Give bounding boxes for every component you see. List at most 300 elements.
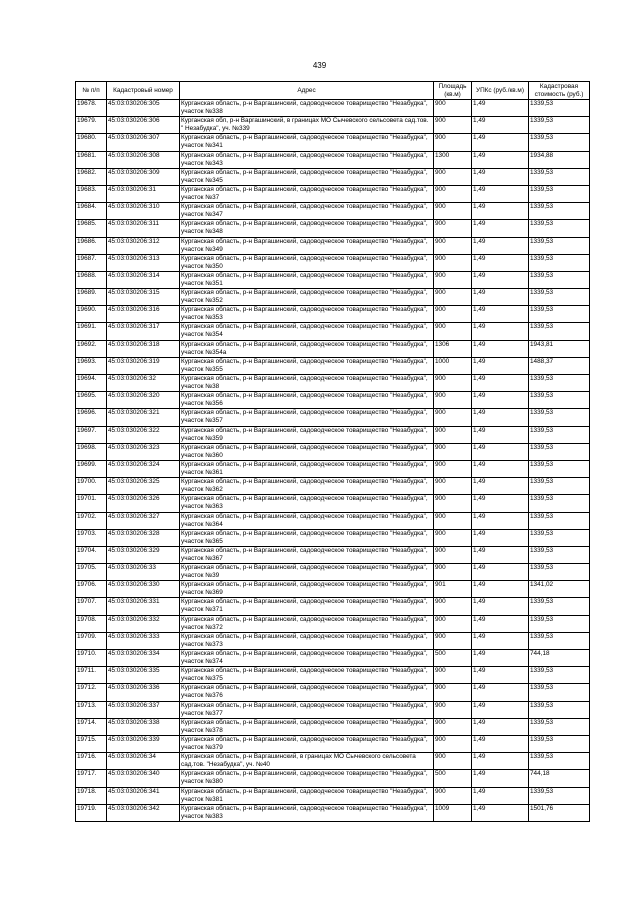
cell-area: 900 [434, 203, 472, 220]
cell-cadastral-number: 45:03:030206:316 [107, 306, 180, 323]
cell-row-number: 19678. [76, 100, 107, 117]
cell-address: Курганская область, р-н Варгашинский, садоводческое товарищество "Незабудка", участок №378 [180, 718, 434, 735]
cell-address: Курганская область, р-н Варгашинский, садоводческое товарищество "Незабудка", участок №354а [180, 340, 434, 357]
cell-address: Курганская область, р-н Варгашинский, садоводческое товарищество "Незабудка", участок №357 [180, 409, 434, 426]
table-row [76, 340, 590, 357]
cell-address: Курганская область, р-н Варгашинский, садоводческое товарищество "Незабудка", участок №363 [180, 495, 434, 512]
header-cadastral-value: Кадастровая стоимость (руб.) [529, 82, 590, 100]
table-row [76, 323, 590, 340]
cell-upks: 1,49 [472, 203, 529, 220]
table-row [76, 357, 590, 374]
cell-cadastral-value: 1339,53 [529, 185, 590, 202]
page-number: 439 [312, 61, 327, 70]
cell-cadastral-value: 1339,53 [529, 220, 590, 237]
cell-row-number: 19700. [76, 478, 107, 495]
cell-cadastral-value: 1339,53 [529, 684, 590, 701]
cell-upks: 1,49 [472, 598, 529, 615]
cell-row-number: 19711. [76, 667, 107, 684]
cell-upks: 1,49 [472, 632, 529, 649]
cell-upks: 1,49 [472, 357, 529, 374]
cell-area: 900 [434, 529, 472, 546]
cell-cadastral-number: 45:03:030206:32 [107, 375, 180, 392]
cell-area: 900 [434, 323, 472, 340]
cell-area: 900 [434, 460, 472, 477]
header-num: № п/п [76, 82, 107, 100]
cell-area: 900 [434, 598, 472, 615]
cell-cadastral-number: 45:03:030206:314 [107, 271, 180, 288]
table-row [76, 237, 590, 254]
cell-cadastral-value: 1339,53 [529, 392, 590, 409]
cell-cadastral-value: 1339,53 [529, 460, 590, 477]
cell-row-number: 19714. [76, 718, 107, 735]
table-row [76, 117, 590, 134]
cell-cadastral-value: 1339,53 [529, 323, 590, 340]
cell-cadastral-number: 45:03:030206:305 [107, 100, 180, 117]
table-body [76, 100, 590, 822]
cell-row-number: 19701. [76, 495, 107, 512]
header-upks: УПКс (руб./кв.м) [472, 82, 529, 100]
cell-upks: 1,49 [472, 581, 529, 598]
cell-area: 500 [434, 650, 472, 667]
cell-row-number: 19699. [76, 460, 107, 477]
cell-cadastral-number: 45:03:030206:313 [107, 254, 180, 271]
cell-cadastral-number: 45:03:030206:326 [107, 495, 180, 512]
cell-address: Курганская область, р-н Варгашинский, садоводческое товарищество "Незабудка", участок №353 [180, 306, 434, 323]
cell-row-number: 19710. [76, 650, 107, 667]
cell-area: 900 [434, 787, 472, 804]
cell-row-number: 19705. [76, 564, 107, 581]
cell-cadastral-value: 1339,53 [529, 598, 590, 615]
cell-address: Курганская область, р-н Варгашинский, садоводческое товарищество "Незабудка", участок №355 [180, 357, 434, 374]
cell-address: Курганская область, р-н Варгашинский, садоводческое товарищество "Незабудка", участок №360 [180, 443, 434, 460]
table-row [76, 443, 590, 460]
cell-cadastral-number: 45:03:030206:319 [107, 357, 180, 374]
table-row [76, 546, 590, 563]
cell-address: Курганская область, р-н Варгашинский, садоводческое товарищество "Незабудка", участок №348 [180, 220, 434, 237]
cell-upks: 1,49 [472, 667, 529, 684]
cell-cadastral-value: 1339,53 [529, 495, 590, 512]
table-row [76, 701, 590, 718]
cell-cadastral-value: 1339,53 [529, 546, 590, 563]
cell-address: Курганская область, р-н Варгашинский, садоводческое товарищество "Незабудка", участок №345 [180, 168, 434, 185]
table-row [76, 168, 590, 185]
cell-cadastral-value: 1339,53 [529, 375, 590, 392]
table-row [76, 375, 590, 392]
cell-cadastral-value: 1339,53 [529, 409, 590, 426]
cell-cadastral-value: 1934,88 [529, 151, 590, 168]
cell-cadastral-number: 45:03:030206:323 [107, 443, 180, 460]
cell-upks: 1,49 [472, 220, 529, 237]
cell-area: 1300 [434, 151, 472, 168]
table-row [76, 495, 590, 512]
cell-cadastral-value: 1339,53 [529, 632, 590, 649]
cell-cadastral-number: 45:03:030206:317 [107, 323, 180, 340]
table-row [76, 478, 590, 495]
cell-row-number: 19707. [76, 598, 107, 615]
cell-address: Курганская область, р-н Варгашинский, садоводческое товарищество "Незабудка", участок №352 [180, 289, 434, 306]
cell-area: 900 [434, 753, 472, 770]
cell-area: 900 [434, 546, 472, 563]
table-row [76, 718, 590, 735]
cell-row-number: 19709. [76, 632, 107, 649]
header-cadastral-number: Кадастровый номер [107, 82, 180, 100]
cell-cadastral-number: 45:03:030206:310 [107, 203, 180, 220]
cell-cadastral-number: 45:03:030206:306 [107, 117, 180, 134]
cell-cadastral-value: 1339,53 [529, 254, 590, 271]
cell-upks: 1,49 [472, 478, 529, 495]
cell-address: Курганская область, р-н Варгашинский, садоводческое товарищество "Незабудка", участок №349 [180, 237, 434, 254]
cell-upks: 1,49 [472, 168, 529, 185]
cell-upks: 1,49 [472, 340, 529, 357]
cell-cadastral-value: 1339,53 [529, 306, 590, 323]
cell-cadastral-number: 45:03:030206:311 [107, 220, 180, 237]
cell-upks: 1,49 [472, 495, 529, 512]
cell-cadastral-value: 1339,53 [529, 753, 590, 770]
cell-area: 900 [434, 306, 472, 323]
cell-upks: 1,49 [472, 512, 529, 529]
cell-cadastral-value: 1339,53 [529, 529, 590, 546]
table-row [76, 203, 590, 220]
cell-area: 900 [434, 254, 472, 271]
cell-cadastral-number: 45:03:030206:324 [107, 460, 180, 477]
cadastral-table [75, 81, 590, 822]
cell-area: 900 [434, 392, 472, 409]
table-row [76, 598, 590, 615]
cell-cadastral-number: 45:03:030206:336 [107, 684, 180, 701]
cell-upks: 1,49 [472, 787, 529, 804]
cell-address: Курганская область, р-н Варгашинский, садоводческое товарищество "Незабудка", участок №356 [180, 392, 434, 409]
cell-cadastral-number: 45:03:030206:327 [107, 512, 180, 529]
cell-area: 900 [434, 495, 472, 512]
cell-area: 900 [434, 564, 472, 581]
table-row [76, 289, 590, 306]
cell-address: Курганская область, р-н Варгашинский, садоводческое товарищество "Незабудка", участок №37 [180, 185, 434, 202]
cell-row-number: 19690. [76, 306, 107, 323]
cell-row-number: 19713. [76, 701, 107, 718]
table-row [76, 804, 590, 821]
cell-cadastral-number: 45:03:030206:315 [107, 289, 180, 306]
table-row [76, 787, 590, 804]
cell-address: Курганская область, р-н Варгашинский, садоводческое товарищество "Незабудка", участок №361 [180, 460, 434, 477]
cell-cadastral-value: 1339,53 [529, 426, 590, 443]
cell-row-number: 19682. [76, 168, 107, 185]
cell-row-number: 19708. [76, 615, 107, 632]
header-area: Площадь (кв.м) [434, 82, 472, 100]
cell-area: 500 [434, 770, 472, 787]
cell-row-number: 19716. [76, 753, 107, 770]
cell-area: 900 [434, 168, 472, 185]
cell-cadastral-value: 1339,53 [529, 203, 590, 220]
cell-upks: 1,49 [472, 323, 529, 340]
cell-cadastral-value: 1341,02 [529, 581, 590, 598]
cell-cadastral-value: 1339,53 [529, 289, 590, 306]
cell-cadastral-number: 45:03:030206:320 [107, 392, 180, 409]
table-row [76, 770, 590, 787]
cell-row-number: 19695. [76, 392, 107, 409]
cell-cadastral-value: 1339,53 [529, 787, 590, 804]
cell-cadastral-value: 1943,81 [529, 340, 590, 357]
cell-cadastral-number: 45:03:030206:329 [107, 546, 180, 563]
cell-upks: 1,49 [472, 770, 529, 787]
cell-upks: 1,49 [472, 134, 529, 151]
cell-area: 900 [434, 220, 472, 237]
cell-cadastral-value: 1339,53 [529, 718, 590, 735]
cell-cadastral-number: 45:03:030206:340 [107, 770, 180, 787]
cell-upks: 1,49 [472, 271, 529, 288]
cell-area: 900 [434, 443, 472, 460]
cell-row-number: 19715. [76, 735, 107, 752]
table-row [76, 306, 590, 323]
table-row [76, 392, 590, 409]
cell-cadastral-number: 45:03:030206:339 [107, 735, 180, 752]
cell-area: 900 [434, 684, 472, 701]
cell-upks: 1,49 [472, 718, 529, 735]
cell-address: Курганская область, р-н Варгашинский, садоводческое товарищество "Незабудка", участок №375 [180, 667, 434, 684]
cell-upks: 1,49 [472, 117, 529, 134]
cell-row-number: 19689. [76, 289, 107, 306]
cell-cadastral-value: 1339,53 [529, 615, 590, 632]
cell-upks: 1,49 [472, 237, 529, 254]
cell-area: 900 [434, 134, 472, 151]
cell-cadastral-number: 45:03:030206:31 [107, 185, 180, 202]
cell-area: 900 [434, 375, 472, 392]
cell-address: Курганская область, р-н Варгашинский, садоводческое товарищество "Незабудка", участок №371 [180, 598, 434, 615]
cell-cadastral-value: 1339,53 [529, 667, 590, 684]
cell-upks: 1,49 [472, 100, 529, 117]
cell-address: Курганская область, р-н Варгашинский, садоводческое товарищество "Незабудка", участок №347 [180, 203, 434, 220]
cell-area: 900 [434, 100, 472, 117]
cell-upks: 1,49 [472, 151, 529, 168]
table-row [76, 100, 590, 117]
cell-cadastral-number: 45:03:030206:308 [107, 151, 180, 168]
cell-area: 900 [434, 271, 472, 288]
cell-address: Курганская область, р-н Варгашинский, садоводческое товарищество "Незабудка", участок №350 [180, 254, 434, 271]
table-header-row [76, 82, 590, 100]
cell-upks: 1,49 [472, 753, 529, 770]
cell-row-number: 19702. [76, 512, 107, 529]
cell-address: Курганская область, р-н Варгашинский, садоводческое товарищество "Незабудка", участок №354 [180, 323, 434, 340]
cell-upks: 1,49 [472, 735, 529, 752]
cell-cadastral-number: 45:03:030206:341 [107, 787, 180, 804]
cell-area: 900 [434, 117, 472, 134]
table-row [76, 529, 590, 546]
cell-address: Курганская область, р-н Варгашинский, садоводческое товарищество "Незабудка", участок №383 [180, 804, 434, 821]
cell-cadastral-number: 45:03:030206:337 [107, 701, 180, 718]
cell-cadastral-value: 744,18 [529, 650, 590, 667]
cell-address: Курганская область, р-н Варгашинский, садоводческое товарищество "Незабудка", участок №374 [180, 650, 434, 667]
cell-cadastral-value: 1339,53 [529, 701, 590, 718]
cell-cadastral-value: 1339,53 [529, 443, 590, 460]
cell-cadastral-number: 45:03:030206:309 [107, 168, 180, 185]
cell-upks: 1,49 [472, 684, 529, 701]
cell-area: 901 [434, 581, 472, 598]
cell-row-number: 19692. [76, 340, 107, 357]
cell-cadastral-number: 45:03:030206:325 [107, 478, 180, 495]
cell-address: Курганская обл, р-н Варгашинский, в границах МО Сычевского сельсовета сад.тов. " Незабудка", уч. №339 [180, 117, 434, 134]
cell-address: Курганская область, р-н Варгашинский, садоводческое товарищество "Незабудка", участок №341 [180, 134, 434, 151]
cell-area: 900 [434, 478, 472, 495]
cell-cadastral-number: 45:03:030206:330 [107, 581, 180, 598]
table-row [76, 615, 590, 632]
table-row [76, 667, 590, 684]
cell-address: Курганская область, р-н Варгашинский, садоводческое товарищество "Незабудка", участок №381 [180, 787, 434, 804]
cell-address: Курганская область, р-н Варгашинский, в границах МО Сычевского сельсовета сад.тов. "Незабудка", уч. №40 [180, 753, 434, 770]
cell-row-number: 19718. [76, 787, 107, 804]
cell-area: 900 [434, 185, 472, 202]
cell-upks: 1,49 [472, 289, 529, 306]
cell-row-number: 19719. [76, 804, 107, 821]
cell-area: 1009 [434, 804, 472, 821]
cell-upks: 1,49 [472, 306, 529, 323]
table-row [76, 409, 590, 426]
cell-cadastral-number: 45:03:030206:34 [107, 753, 180, 770]
cell-cadastral-value: 1488,37 [529, 357, 590, 374]
cell-row-number: 19712. [76, 684, 107, 701]
cell-cadastral-number: 45:03:030206:318 [107, 340, 180, 357]
cell-address: Курганская область, р-н Варгашинский, садоводческое товарищество "Незабудка", участок №343 [180, 151, 434, 168]
cell-cadastral-value: 744,18 [529, 770, 590, 787]
cell-upks: 1,49 [472, 392, 529, 409]
cell-row-number: 19703. [76, 529, 107, 546]
cell-upks: 1,49 [472, 650, 529, 667]
cell-address: Курганская область, р-н Варгашинский, садоводческое товарищество "Незабудка", участок №364 [180, 512, 434, 529]
cell-cadastral-value: 1339,53 [529, 512, 590, 529]
cell-address: Курганская область, р-н Варгашинский, садоводческое товарищество "Незабудка", участок №351 [180, 271, 434, 288]
cell-address: Курганская область, р-н Варгашинский, садоводческое товарищество "Незабудка", участок №359 [180, 426, 434, 443]
cell-cadastral-value: 1339,53 [529, 237, 590, 254]
cell-upks: 1,49 [472, 460, 529, 477]
cell-cadastral-value: 1339,53 [529, 168, 590, 185]
cell-cadastral-value: 1339,53 [529, 100, 590, 117]
cell-row-number: 19688. [76, 271, 107, 288]
cell-area: 900 [434, 718, 472, 735]
cell-cadastral-number: 45:03:030206:342 [107, 804, 180, 821]
table-row [76, 512, 590, 529]
cell-area: 900 [434, 615, 472, 632]
cell-cadastral-value: 1339,53 [529, 564, 590, 581]
cell-upks: 1,49 [472, 564, 529, 581]
cell-upks: 1,49 [472, 529, 529, 546]
cell-upks: 1,49 [472, 701, 529, 718]
cell-area: 900 [434, 701, 472, 718]
cell-cadastral-number: 45:03:030206:334 [107, 650, 180, 667]
cell-cadastral-number: 45:03:030206:33 [107, 564, 180, 581]
table-row [76, 271, 590, 288]
cell-address: Курганская область, р-н Варгашинский, садоводческое товарищество "Незабудка", участок №373 [180, 632, 434, 649]
cell-row-number: 19704. [76, 546, 107, 563]
cell-upks: 1,49 [472, 546, 529, 563]
cell-area: 900 [434, 289, 472, 306]
cell-row-number: 19679. [76, 117, 107, 134]
cell-area: 900 [434, 512, 472, 529]
cell-address: Курганская область, р-н Варгашинский, садоводческое товарищество "Незабудка", участок №367 [180, 546, 434, 563]
cell-address: Курганская область, р-н Варгашинский, садоводческое товарищество "Незабудка", участок №379 [180, 735, 434, 752]
table-row [76, 650, 590, 667]
table-row [76, 220, 590, 237]
cell-address: Курганская область, р-н Варгашинский, садоводческое товарищество "Незабудка", участок №38 [180, 375, 434, 392]
cell-area: 900 [434, 667, 472, 684]
table-row [76, 753, 590, 770]
cell-cadastral-number: 45:03:030206:335 [107, 667, 180, 684]
header-address: Адрес [180, 82, 434, 100]
cell-row-number: 19683. [76, 185, 107, 202]
cell-upks: 1,49 [472, 443, 529, 460]
cell-row-number: 19694. [76, 375, 107, 392]
table-row [76, 564, 590, 581]
cell-area: 1306 [434, 340, 472, 357]
cell-upks: 1,49 [472, 804, 529, 821]
cell-row-number: 19696. [76, 409, 107, 426]
cell-cadastral-number: 45:03:030206:338 [107, 718, 180, 735]
table-row [76, 632, 590, 649]
cell-upks: 1,49 [472, 409, 529, 426]
cell-cadastral-number: 45:03:030206:307 [107, 134, 180, 151]
cell-cadastral-value: 1339,53 [529, 735, 590, 752]
cell-row-number: 19685. [76, 220, 107, 237]
table-row [76, 426, 590, 443]
cell-cadastral-number: 45:03:030206:321 [107, 409, 180, 426]
cell-row-number: 19686. [76, 237, 107, 254]
cell-address: Курганская область, р-н Варгашинский, садоводческое товарищество "Незабудка", участок №372 [180, 615, 434, 632]
cell-row-number: 19680. [76, 134, 107, 151]
cell-address: Курганская область, р-н Варгашинский, садоводческое товарищество "Незабудка", участок №376 [180, 684, 434, 701]
cell-row-number: 19691. [76, 323, 107, 340]
cell-cadastral-value: 1339,53 [529, 478, 590, 495]
cell-address: Курганская область, р-н Варгашинский, садоводческое товарищество "Незабудка", участок №369 [180, 581, 434, 598]
cell-area: 1000 [434, 357, 472, 374]
cell-cadastral-value: 1339,53 [529, 117, 590, 134]
cell-cadastral-number: 45:03:030206:332 [107, 615, 180, 632]
table-row [76, 134, 590, 151]
cell-address: Курганская область, р-н Варгашинский, садоводческое товарищество "Незабудка", участок №362 [180, 478, 434, 495]
cell-cadastral-value: 1339,53 [529, 271, 590, 288]
cell-area: 900 [434, 409, 472, 426]
cell-address: Курганская область, р-н Варгашинский, садоводческое товарищество "Незабудка", участок №365 [180, 529, 434, 546]
cell-cadastral-number: 45:03:030206:333 [107, 632, 180, 649]
cell-row-number: 19693. [76, 357, 107, 374]
cell-row-number: 19698. [76, 443, 107, 460]
table-row [76, 460, 590, 477]
cell-cadastral-value: 1339,53 [529, 134, 590, 151]
cell-upks: 1,49 [472, 615, 529, 632]
cell-address: Курганская область, р-н Варгашинский, садоводческое товарищество "Незабудка", участок №377 [180, 701, 434, 718]
cell-address: Курганская область, р-н Варгашинский, садоводческое товарищество "Незабудка", участок №380 [180, 770, 434, 787]
cell-area: 900 [434, 735, 472, 752]
table-row [76, 735, 590, 752]
table-row [76, 684, 590, 701]
table-row [76, 254, 590, 271]
cell-upks: 1,49 [472, 254, 529, 271]
table-row [76, 185, 590, 202]
cell-upks: 1,49 [472, 426, 529, 443]
table-row [76, 151, 590, 168]
cell-cadastral-number: 45:03:030206:328 [107, 529, 180, 546]
cell-row-number: 19717. [76, 770, 107, 787]
cell-cadastral-number: 45:03:030206:312 [107, 237, 180, 254]
cell-cadastral-number: 45:03:030206:322 [107, 426, 180, 443]
cell-row-number: 19684. [76, 203, 107, 220]
cell-row-number: 19681. [76, 151, 107, 168]
cell-cadastral-number: 45:03:030206:331 [107, 598, 180, 615]
cell-row-number: 19697. [76, 426, 107, 443]
table-row [76, 581, 590, 598]
cell-area: 900 [434, 632, 472, 649]
cell-upks: 1,49 [472, 185, 529, 202]
cell-area: 900 [434, 426, 472, 443]
cell-upks: 1,49 [472, 375, 529, 392]
cell-address: Курганская область, р-н Варгашинский, садоводческое товарищество "Незабудка", участок №39 [180, 564, 434, 581]
cell-row-number: 19687. [76, 254, 107, 271]
